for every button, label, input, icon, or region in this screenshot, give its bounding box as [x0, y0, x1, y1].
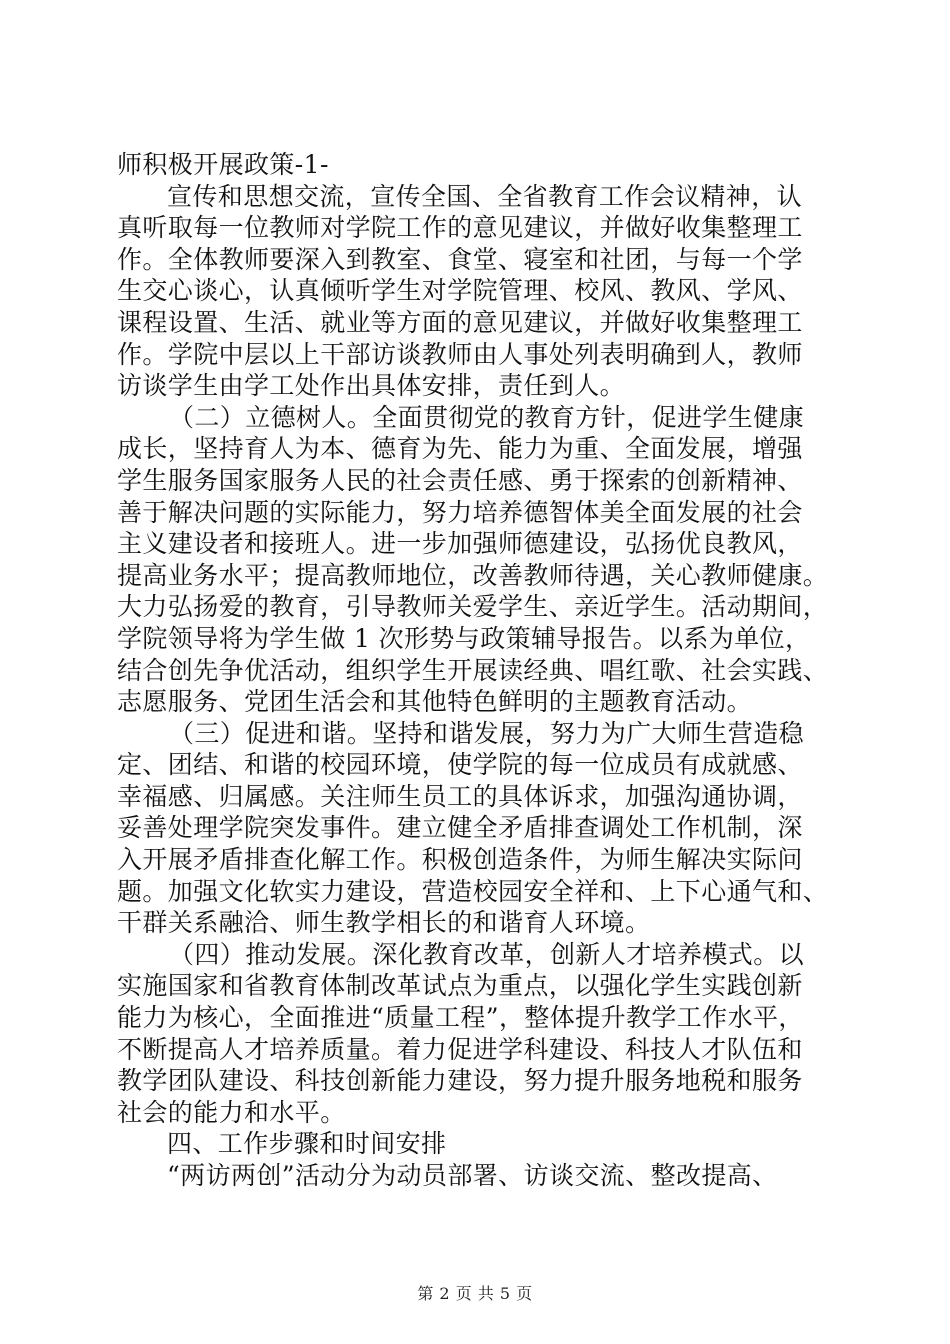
text-line: “两访两创”活动分为动员部署、访谈交流、整改提高、	[167, 1161, 778, 1190]
document-body	[117, 149, 837, 1192]
text-line: 题。加强文化软实力建设，营造校园安全祥和、上下心通气和、	[117, 876, 829, 906]
text-line: 志愿服务、党团生活会和其他特色鲜明的主题教育活动。	[117, 687, 753, 717]
text-line: 真听取每一位教师对学院工作的意见建议，并做好收集整理工	[117, 213, 803, 243]
text-line: 宣传和思想交流，宣传全国、全省教育工作会议精神，认	[167, 181, 803, 211]
text-line: 访谈学生由学工处作出具体安排，责任到人。	[117, 371, 626, 401]
text-line: 实施国家和省教育体制改革试点为重点，以强化学生实践创新	[117, 971, 803, 1001]
section-heading-line: 四、工作步骤和时间安排	[167, 1129, 447, 1159]
text-line: 生交心谈心，认真倾听学生对学院管理、校风、教风、学风、	[117, 276, 803, 306]
text-line: 提高业务水平；提高教师地位，改善教师待遇，关心教师健康。	[117, 560, 829, 590]
text-line: 定、团结、和谐的校园环境，使学院的每一位成员有成就感、	[117, 750, 803, 780]
text-line: 入开展矛盾排查化解工作。积极创造条件，为师生解决实际问	[117, 845, 803, 875]
text-line: 学院领导将为学生做 1 次形势与政策辅导报告。以系为单位，	[117, 623, 811, 653]
text-line: 能力为核心，全面推进“质量工程”，整体提升教学工作水平，	[117, 1003, 804, 1033]
text-line: 结合创先争优活动，组织学生开展读经典、唱红歌、社会实践、	[117, 655, 829, 685]
text-line: 作。全体教师要深入到教室、食堂、寝室和社团，与每一个学	[117, 244, 803, 274]
text-line: 善于解决问题的实际能力，努力培养德智体美全面发展的社会	[117, 497, 803, 527]
text-line: 作。学院中层以上干部访谈教师由人事处列表明确到人，教师	[117, 339, 803, 369]
text-line: 课程设置、生活、就业等方面的意见建议，并做好收集整理工	[117, 307, 803, 337]
text-line: 社会的能力和水平。	[117, 1097, 346, 1127]
text-line: 学生服务国家服务人民的社会责任感、勇于探索的创新精神、	[117, 465, 803, 495]
text-line: 大力弘扬爱的教育，引导教师关爱学生、亲近学生。活动期间，	[117, 592, 829, 622]
text-line: 幸福感、归属感。关注师生员工的具体诉求，加强沟通协调，	[117, 781, 803, 811]
text-line: 主义建设者和接班人。进一步加强师德建设，弘扬优良教风，	[117, 529, 803, 559]
text-line: 师积极开展政策-1-	[117, 150, 329, 179]
section-heading-line: （四）推动发展。深化教育改革，创新人才培养模式。以	[169, 939, 805, 969]
section-heading-line: （二）立德树人。全面贯彻党的教育方针，促进学生健康	[169, 402, 805, 432]
section-heading-line: （三）促进和谐。坚持和谐发展，努力为广大师生营造稳	[169, 718, 805, 748]
text-line: 干群关系融洽、师生教学相长的和谐育人环境。	[117, 908, 651, 938]
page-number-footer: 第 2 页 共 5 页	[417, 1284, 533, 1303]
text-line: 成长，坚持育人为本、德育为先、能力为重、全面发展，增强	[117, 434, 803, 464]
text-line: 不断提高人才培养质量。着力促进学科建设、科技人才队伍和	[117, 1034, 803, 1064]
text-line: 教学团队建设、科技创新能力建设，努力提升服务地税和服务	[117, 1066, 803, 1096]
text-line: 妥善处理学院突发事件。建立健全矛盾排查调处工作机制，深	[117, 813, 803, 843]
